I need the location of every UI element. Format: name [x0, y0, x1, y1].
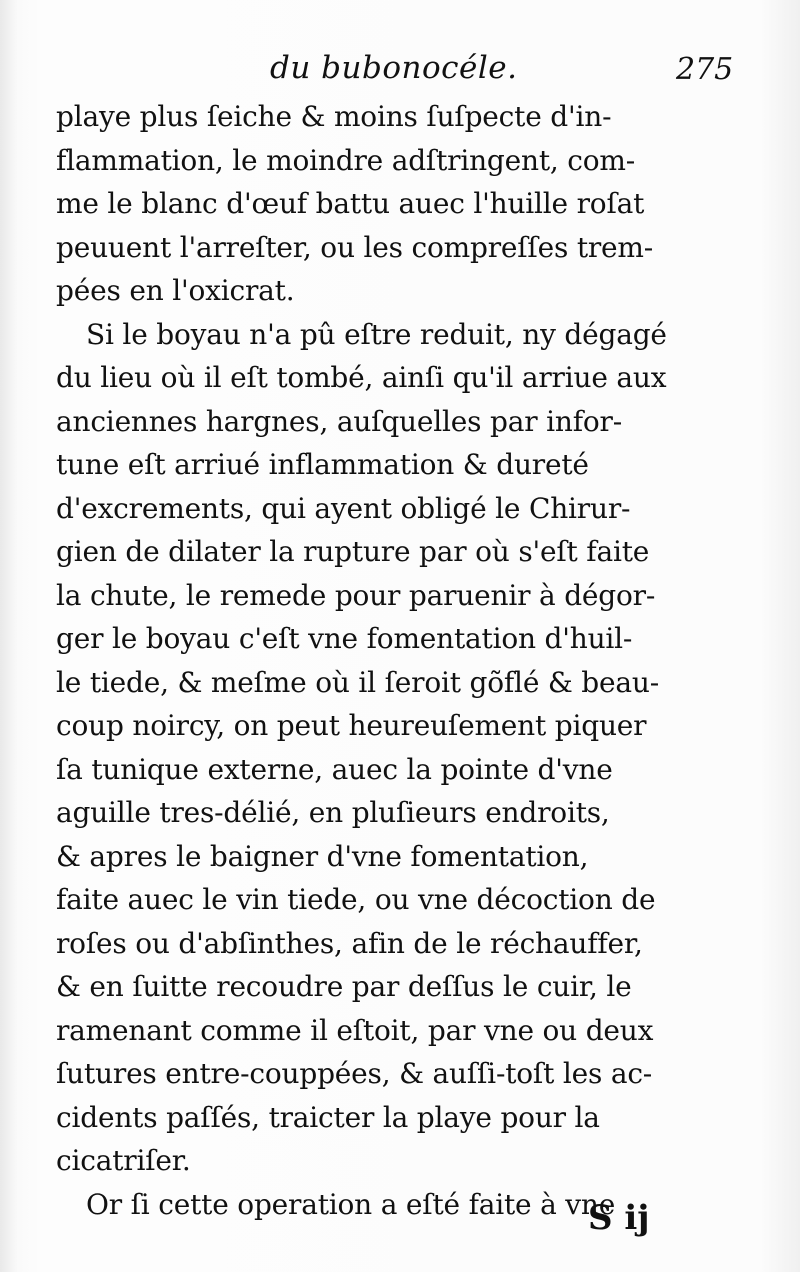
text-line: d'excrements, qui ayent obligé le Chirur- [56, 491, 631, 525]
signature-mark: S ij [588, 1198, 650, 1238]
text-line: pées en l'oxicrat. [56, 274, 295, 307]
text-line: & apres le baigner d'vne fomentation, [56, 839, 589, 873]
text-line: ramenant comme il eſtoit, par vne ou deux [56, 1013, 654, 1047]
text-line: & en ſuitte recoudre par deſſus le cuir, le [56, 970, 632, 1003]
text-line: playe plus ſeiche & moins ſuſpecte d'in- [56, 100, 612, 133]
text-line: flammation, le moindre adſtringent, com- [56, 143, 636, 177]
paragraph-start-line: Si le boyau n'a pû eſtre reduit, ny dégagé [86, 317, 667, 351]
text-line: coup noircy, on peut heureuſement piquer [56, 709, 647, 742]
text-line: la chute, le remede pour paruenir à dégor- [56, 578, 656, 612]
page-number: 275 [676, 52, 734, 87]
running-title: du bubonocéle. [270, 50, 518, 86]
text-line: ſutures entre-couppées, & auſſi-toſt les ac- [56, 1057, 653, 1090]
text-line: ſa tunique externe, auec la pointe d'vne [56, 752, 613, 786]
text-line: anciennes hargnes, auſquelles par infor- [56, 404, 622, 438]
text-line: du lieu où il eſt tombé, ainſi qu'il arriue aux [56, 361, 667, 394]
text-line: peuuent l'arreſter, ou les compreſſes trem- [56, 230, 654, 264]
text-line: aguille tres-délié, en pluſieurs endroits, [56, 796, 610, 829]
text-line: roſes ou d'abſinthes, afin de le réchauffer, [56, 926, 643, 960]
text-line: tune eſt arriué inflammation & dureté [56, 448, 589, 481]
paragraph-start-line: Or ſi cette operation a eſté faite à vne [86, 1187, 616, 1221]
text-line: me le blanc d'œuf battu auec l'huille roſat [56, 187, 645, 220]
text-line: gien de dilater la rupture par où s'eſt faite [56, 535, 650, 568]
text-line: cicatriſer. [56, 1144, 191, 1177]
text-line: faite auec le vin tiede, ou vne décoction de [56, 883, 656, 916]
text-line: cidents paſſés, traicter la playe pour la [56, 1100, 600, 1134]
body-text [56, 95, 746, 1226]
text-line: le tiede, & meſme où il ſeroit gõflé & beau- [56, 665, 659, 699]
text-line: ger le boyau c'eſt vne fomentation d'huil- [56, 622, 633, 655]
